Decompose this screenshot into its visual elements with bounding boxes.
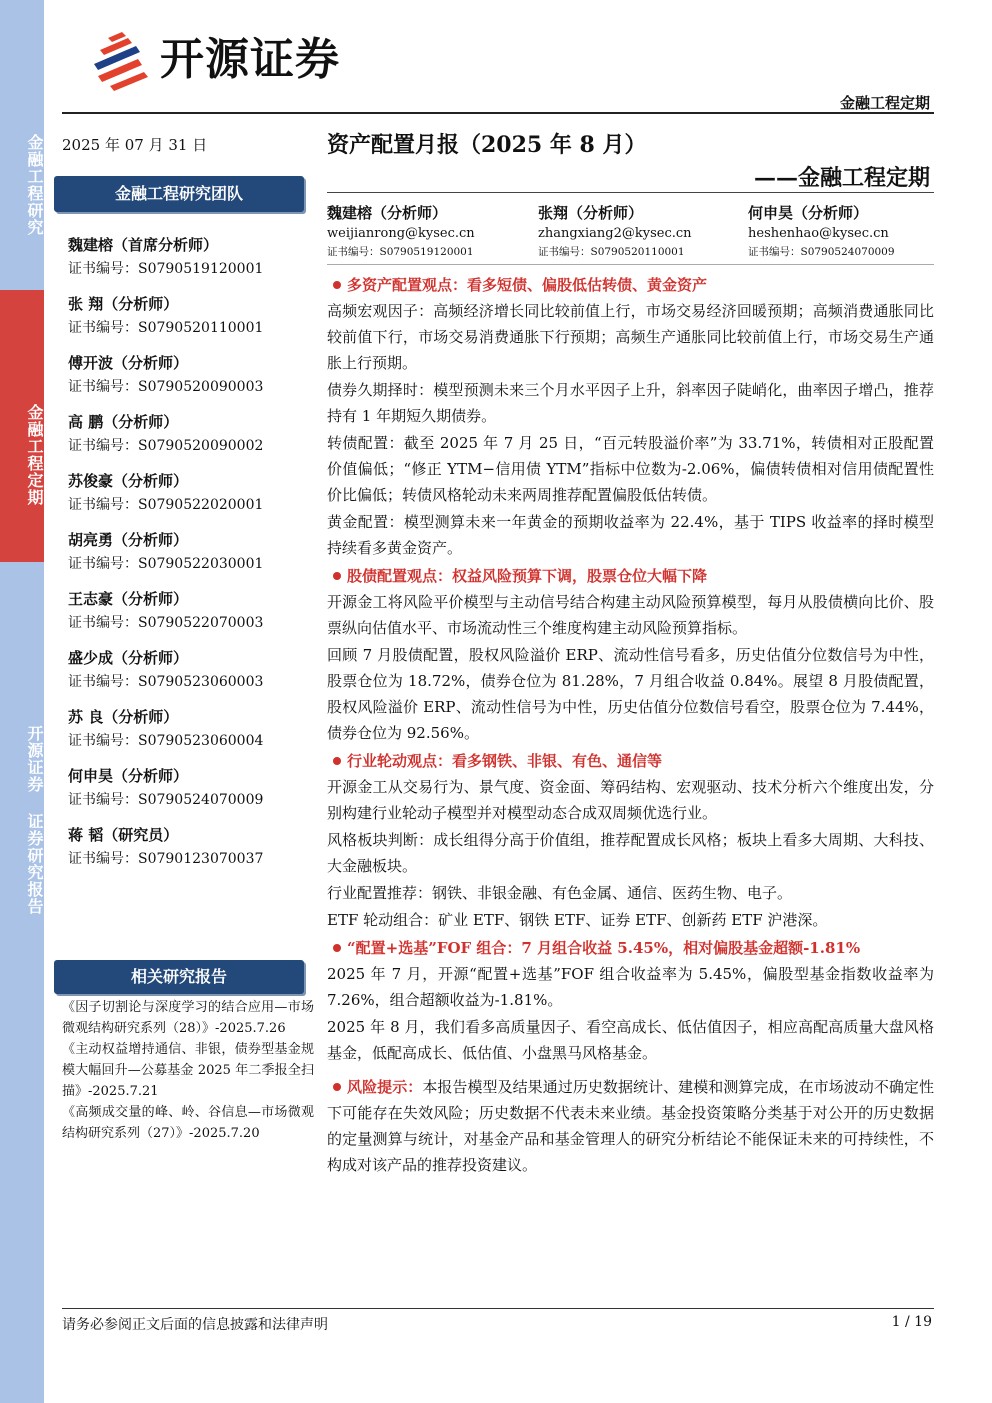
team-member-cert: 证书编号：S0790519120001 <box>68 261 264 277</box>
risk-warning: 风险提示：本报告模型及结果通过历史数据统计、建模和测算完成，在市场波动不确定性下可能存在失效风险；历史数据不代表未来业绩。基金投资策略分类基于对公开的历史数据的定量测算与统计，对基金产品和基金管理人的研究分析结论不能保证未来的可持续性，不构成对该产品的推荐投资建议。 <box>327 1078 934 1174</box>
side-label-bottom: 开源证券 证券研究报告 <box>25 725 44 915</box>
author-email[interactable]: weijianrong@kysec.cn <box>327 226 475 241</box>
team-member-name: 苏俊豪（分析师） <box>68 472 189 490</box>
team-member-name: 盛少成（分析师） <box>68 649 189 667</box>
authors-top-rule <box>327 192 934 193</box>
team-member-cert: 证书编号：S0790520090003 <box>68 379 264 395</box>
paragraph: 开源金工从交易行为、景气度、资金面、筹码结构、宏观驱动、技术分析六个维度出发，分别构建行业轮动子模型并对模型动态合成双周频优选行业。 <box>327 778 934 822</box>
side-label-top: 金融工程研究 <box>25 134 44 236</box>
author-card <box>748 202 948 261</box>
bullet-icon <box>333 944 341 952</box>
bullet-icon <box>333 572 341 580</box>
team-member <box>68 706 263 752</box>
page-number: 1 / 19 <box>891 1314 932 1330</box>
paragraph: 转债配置：截至 2025 年 7 月 25 日，“百元转股溢价率”为 33.71%，转债相对正股配置价值偏低；“修正 YTM−信用债 YTM”指标中位数为-2.06%，偏债转债相对信用债配置性价比偏低；转债风格轮动未来两周推荐配置偏股低估转债。 <box>327 434 934 504</box>
team-member-cert: 证书编号：S0790523060003 <box>68 674 264 690</box>
report-summary <box>327 272 934 1178</box>
team-member-cert: 证书编号：S0790522020001 <box>68 497 264 513</box>
team-member <box>68 824 263 870</box>
header-category: 金融工程定期 <box>839 94 930 112</box>
author-card <box>327 202 527 261</box>
related-report-item[interactable]: 《主动权益增持通信、非银，债券型基金规模大幅回升—公募基金 2025 年二季报全扫描》-2025.7.21 <box>62 1042 314 1099</box>
paragraph: 黄金配置：模型测算未来一年黄金的预期收益率为 22.4%，基于 TIPS 收益率的择时模型持续看多黄金资产。 <box>327 513 934 557</box>
related-reports-heading: 相关研究报告 <box>54 960 304 994</box>
team-member-cert: 证书编号：S0790520090002 <box>68 438 264 454</box>
side-label-middle: 金融工程定期 <box>25 404 44 506</box>
author-cert: 证书编号：S0790524070009 <box>748 246 895 258</box>
team-member <box>68 470 263 516</box>
team-member <box>68 529 263 575</box>
team-member-name: 蒋 韬（研究员） <box>68 826 179 844</box>
authors-bottom-rule <box>327 264 934 265</box>
author-name: 魏建榕（分析师） <box>327 204 448 222</box>
author-cert: 证书编号：S0790519120001 <box>327 246 474 258</box>
author-card <box>538 202 738 261</box>
report-title: 资产配置月报（2025 年 8 月） <box>327 132 647 158</box>
related-report-item[interactable]: 《因子切割论与深度学习的结合应用—市场微观结构研究系列（28）》-2025.7.26 <box>62 1000 314 1036</box>
bullet-icon <box>333 281 341 289</box>
section-heading: 股债配置观点：权益风险预算下调，股票仓位大幅下降 <box>327 563 934 589</box>
company-logo-icon <box>88 30 152 92</box>
team-member-cert: 证书编号：S0790123070037 <box>68 851 264 867</box>
related-report-item[interactable]: 《高频成交量的峰、岭、谷信息—市场微观结构研究系列（27）》-2025.7.20 <box>62 1105 314 1141</box>
paragraph: 2025 年 7 月，开源“配置+选基”FOF 组合收益率为 5.45%，偏股型基金指数收益率为 7.26%，组合超额收益为-1.81%。 <box>327 965 934 1009</box>
team-member-name: 苏 良（分析师） <box>68 708 179 726</box>
related-reports-list <box>62 997 314 1144</box>
section-heading: “配置+选基”FOF 组合：7 月组合收益 5.45%，相对偏股基金超额-1.81% <box>327 935 934 961</box>
team-member <box>68 647 263 693</box>
footer-disclaimer: 请务必参阅正文后面的信息披露和法律声明 <box>62 1317 328 1333</box>
paragraph: ETF 轮动组合：矿业 ETF、钢铁 ETF、证券 ETF、创新药 ETF 沪港深。 <box>327 911 828 929</box>
team-member <box>68 352 263 398</box>
team-member-cert: 证书编号：S0790522030001 <box>68 556 264 572</box>
author-email[interactable]: heshenhao@kysec.cn <box>748 226 889 241</box>
paragraph: 行业配置推荐：钢铁、非银金融、有色金属、通信、医药生物、电子。 <box>327 884 793 902</box>
report-date: 2025 年 07 月 31 日 <box>62 136 208 154</box>
paragraph: 回顾 7 月股债配置，股权风险溢价 ERP、流动性信号看多，历史估值分位数信号为中性，股票仓位为 18.72%，债券仓位为 81.28%，7 月组合收益 0.84%。展望 8 月股债配置，股权风险溢价 ERP、流动性信号为中性，历史估值分位数信号看空，股票仓位为 7.44%，债券仓位为 92.56%。 <box>327 646 934 742</box>
team-member <box>68 765 263 811</box>
team-member-cert: 证书编号：S0790524070009 <box>68 792 264 808</box>
company-logo-text: 开源证券 <box>160 34 340 85</box>
section-heading: 行业轮动观点：看多钢铁、非银、有色、通信等 <box>327 748 934 774</box>
team-member-name: 高 鹏（分析师） <box>68 413 179 431</box>
team-member-cert: 证书编号：S0790520110001 <box>68 320 264 336</box>
team-member <box>68 588 263 634</box>
paragraph: 2025 年 8 月，我们看多高质量因子、看空高成长、低估值因子，相应高配高质量大盘风格基金，低配高成长、低估值、小盘黑马风格基金。 <box>327 1018 934 1062</box>
team-member-name: 魏建榕（首席分析师） <box>68 236 219 254</box>
team-member-name: 傅开波（分析师） <box>68 354 189 372</box>
author-name: 张翔（分析师） <box>538 204 644 222</box>
bullet-icon <box>333 757 341 765</box>
section-heading: 多资产配置观点：看多短债、偏股低估转债、黄金资产 <box>327 272 934 298</box>
report-subtitle: ——金融工程定期 <box>753 165 930 191</box>
team-member-cert: 证书编号：S0790522070003 <box>68 615 264 631</box>
header-rule <box>62 112 934 114</box>
team-member-name: 王志豪（分析师） <box>68 590 189 608</box>
paragraph: 开源金工将风险平价模型与主动信号结合构建主动风险预算模型，每月从股债横向比价、股票纵向估值水平、市场流动性三个维度构建主动风险预算指标。 <box>327 593 934 637</box>
author-email[interactable]: zhangxiang2@kysec.cn <box>538 226 692 241</box>
team-heading: 金融工程研究团队 <box>54 176 304 212</box>
footer-rule <box>62 1308 934 1309</box>
team-member <box>68 234 263 280</box>
team-member <box>68 411 263 457</box>
bullet-icon <box>333 1083 341 1091</box>
paragraph: 债券久期择时：模型预测未来三个月水平因子上升，斜率因子陡峭化，曲率因子增凸，推荐持有 1 年期短久期债券。 <box>327 381 934 425</box>
team-member-name: 何申昊（分析师） <box>68 767 189 785</box>
author-name: 何申昊（分析师） <box>748 204 869 222</box>
team-member-name: 张 翔（分析师） <box>68 295 179 313</box>
paragraph: 高频宏观因子：高频经济增长同比较前值上行，市场交易经济回暖预期；高频消费通胀同比较前值下行，市场交易消费通胀下行预期；高频生产通胀同比较前值上行，市场交易生产通胀上行预期。 <box>327 302 934 372</box>
team-member-cert: 证书编号：S0790523060004 <box>68 733 264 749</box>
paragraph: 风格板块判断：成长组得分高于价值组，推荐配置成长风格；板块上看多大周期、大科技、大金融板块。 <box>327 831 934 875</box>
team-member-name: 胡亮勇（分析师） <box>68 531 189 549</box>
team-member <box>68 293 263 339</box>
author-cert: 证书编号：S0790520110001 <box>538 246 685 258</box>
